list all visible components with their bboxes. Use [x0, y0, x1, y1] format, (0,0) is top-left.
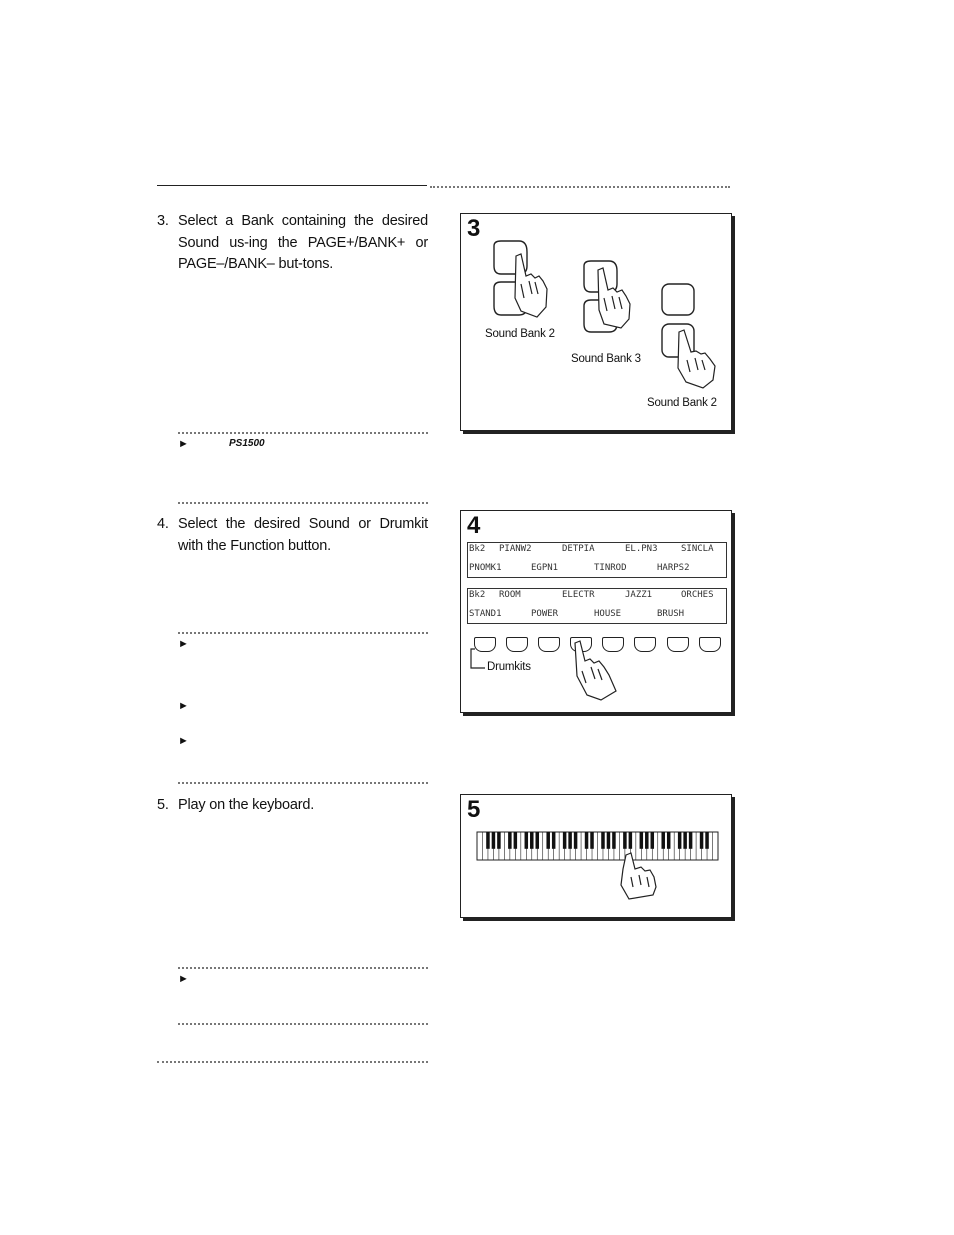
lcd-sound: HARPS2	[657, 563, 690, 573]
step-4	[157, 514, 429, 560]
black-key	[497, 832, 501, 849]
black-key	[552, 832, 556, 849]
black-key	[700, 832, 704, 849]
function-button-2[interactable]	[506, 637, 528, 652]
black-key	[689, 832, 693, 849]
caption-sound-bank: Sound Bank 3	[571, 353, 641, 365]
figure-number: 4	[467, 512, 481, 539]
black-key	[525, 832, 529, 849]
black-key	[623, 832, 627, 849]
lcd-bank: Bk2	[469, 590, 486, 600]
black-key	[705, 832, 709, 849]
note-arrow-icon: ►	[178, 438, 189, 450]
black-key	[601, 832, 605, 849]
lcd-drumkit: ROOM	[499, 590, 521, 600]
note-divider	[178, 967, 428, 969]
note-arrow-icon: ►	[178, 973, 189, 985]
black-key	[514, 832, 518, 849]
black-key	[629, 832, 633, 849]
note-arrow-icon: ►	[178, 700, 189, 712]
black-key	[585, 832, 589, 849]
black-key	[683, 832, 687, 849]
lcd-bank: Bk2	[469, 544, 486, 554]
black-key	[486, 832, 490, 849]
function-button-4[interactable]	[570, 637, 592, 652]
lcd-sound: EGPN1	[531, 563, 559, 573]
black-key	[508, 832, 512, 849]
black-key	[651, 832, 655, 849]
black-key	[612, 832, 616, 849]
figure-number: 5	[467, 796, 481, 823]
pointing-hand-icon	[515, 254, 547, 317]
figure-5-keyboard	[460, 794, 732, 918]
note-divider	[178, 1023, 428, 1025]
lcd-drumkit: JAZZ1	[625, 590, 653, 600]
lcd-row	[468, 609, 726, 627]
black-key	[535, 832, 539, 849]
black-key	[640, 832, 644, 849]
header-rule	[157, 185, 427, 186]
note-divider	[178, 632, 428, 634]
lcd-row	[468, 590, 726, 608]
model-name: PS1500	[229, 438, 265, 449]
black-key	[568, 832, 572, 849]
black-key	[546, 832, 550, 849]
pointing-hand-icon	[678, 330, 715, 388]
drumkits-label: Drumkits	[487, 661, 531, 673]
note-arrow-icon: ►	[178, 638, 189, 650]
note-arrow-icon: ►	[178, 735, 189, 747]
black-key	[590, 832, 594, 849]
step-text: Select the desired Sound or Drumkit with the Function button.	[178, 516, 428, 554]
lcd-display-sounds	[467, 542, 727, 578]
step-5	[157, 795, 429, 819]
function-button-7[interactable]	[667, 637, 689, 652]
figure-4-sound-select	[460, 510, 732, 713]
footer-dotted-rule	[157, 1061, 428, 1063]
lcd-display-drumkits	[467, 588, 727, 624]
lcd-sound: EL.PN3	[625, 544, 658, 554]
lcd-drumkit: POWER	[531, 609, 559, 619]
function-button-1[interactable]	[474, 637, 496, 652]
lcd-drumkit: ORCHES	[681, 590, 714, 600]
lcd-drumkit: STAND1	[469, 609, 502, 619]
figure-3-bank-buttons	[460, 213, 732, 431]
lcd-sound: SINCLA	[681, 544, 714, 554]
step-number: 4.	[157, 516, 169, 532]
black-key	[678, 832, 682, 849]
lcd-drumkit: BRUSH	[657, 609, 685, 619]
black-key	[645, 832, 649, 849]
caption-sound-bank: Sound Bank 2	[647, 397, 717, 409]
step-3	[157, 211, 429, 281]
black-key	[661, 832, 665, 849]
step-number: 3.	[157, 213, 169, 229]
note-divider	[178, 432, 428, 434]
lcd-sound: TINROD	[594, 563, 627, 573]
lcd-drumkit: HOUSE	[594, 609, 622, 619]
step-text: Select a Bank containing the desired Sound us-ing the PAGE+/BANK+ or PAGE–/BANK– but-tons.	[178, 213, 428, 272]
lcd-row	[468, 563, 726, 581]
black-key	[530, 832, 534, 849]
lcd-sound: PNOMK1	[469, 563, 502, 573]
lcd-sound: DETPIA	[562, 544, 595, 554]
black-key	[563, 832, 567, 849]
function-button-3[interactable]	[538, 637, 560, 652]
function-button-6[interactable]	[634, 637, 656, 652]
black-key	[607, 832, 611, 849]
caption-sound-bank: Sound Bank 2	[485, 328, 555, 340]
header-dotted-rule	[430, 186, 730, 188]
lcd-drumkit: ELECTR	[562, 590, 595, 600]
note-divider	[178, 502, 428, 504]
black-key	[574, 832, 578, 849]
black-key	[492, 832, 496, 849]
black-key	[667, 832, 671, 849]
lcd-row	[468, 544, 726, 562]
lcd-sound: PIANW2	[499, 544, 532, 554]
figure-number: 3	[467, 215, 481, 242]
step-number: 5.	[157, 797, 169, 813]
note-divider	[178, 782, 428, 784]
keyboard-illustration	[461, 795, 731, 917]
function-button-8[interactable]	[699, 637, 721, 652]
function-button-5[interactable]	[602, 637, 624, 652]
step-text: Play on the keyboard.	[178, 797, 315, 813]
